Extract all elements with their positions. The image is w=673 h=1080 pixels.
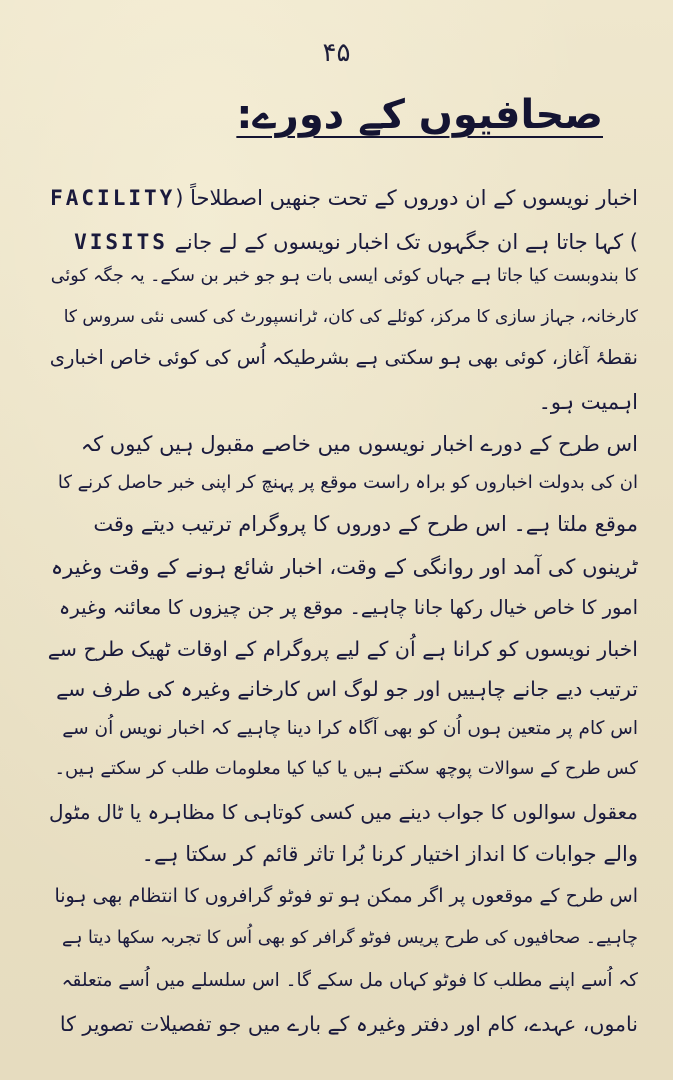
text-line: امور کا خاص خیال رکھا جانا چاہیے۔ موقع پر جن چیزوں کا معائنہ وغیرہ — [58, 596, 638, 619]
text-line: ان کی بدولت اخباروں کو براہ راست موقع پر پہنچ کر اپنی خبر حاصل کرنے کا — [57, 472, 638, 493]
text-line: کارخانہ، جہاز سازی کا مرکز، کوئلے کی کان، ٹرانسپورٹ کی کسی نئی سروس کا — [63, 307, 638, 327]
section-heading: صحافیوں کے دورے: — [236, 92, 603, 138]
text-line: کہ اُسے اپنے مطلب کا فوٹو کہاں مل سکے گا۔ اس سلسلے میں اُسے متعلقہ — [61, 970, 638, 991]
text-line: اس طرح کے موقعوں پر اگر ممکن ہو تو فوٹو گرافروں کا انتظام بھی ہونا — [54, 885, 638, 907]
text-segment: اخبار نویسوں کے ان دوروں کے تحت جنھیں اصطلاحاً ( — [175, 186, 638, 210]
text-line: نقطۂ آغاز، کوئی بھی ہو سکتی ہے بشرطیکہ اُس کی کوئی خاص اخباری — [49, 346, 638, 369]
text-line: کا بندوبست کیا جاتا ہے جہاں کوئی ایسی بات ہو جو خبر بن سکے۔ یہ جگہ کوئی — [50, 266, 638, 286]
text-line: اس طرح کے دورے اخبار نویسوں میں خاصے مقبول ہیں کیوں کہ — [80, 432, 638, 456]
text-line: کس طرح کے سوالات پوچھ سکتے ہیں یا کیا کیا معلومات طلب کر سکتے ہیں۔ — [54, 758, 638, 779]
text-line: چاہیے۔ صحافیوں کی طرح پریس فوٹو گرافر کو بھی اُس کا تجربہ سکھا دیتا ہے — [61, 928, 638, 948]
text-line: ناموں، عہدے، کام اور دفتر وغیرہ کے بارے میں جو تفصیلات تصویر کا — [59, 1012, 638, 1036]
latin-term: FACILITY — [50, 186, 176, 210]
text-line — [48, 186, 638, 211]
text-line: اس کام پر متعین ہوں اُن کو بھی آگاہ کرا دینا چاہیے کہ اخبار نویس اُن سے — [62, 718, 638, 739]
text-segment: ) کہا جاتا ہے ان جگہوں تک اخبار نویسوں کے لے جانے — [174, 230, 638, 254]
text-line: والے جوابات کا انداز اختیار کرنا بُرا تاثر قائم کر سکتا ہے۔ — [141, 842, 638, 866]
text-line: ترتیب دیے جانے چاہییں اور جو لوگ اس کارخانے وغیرہ کی طرف سے — [56, 677, 638, 701]
text-line: معقول سوالوں کا جواب دینے میں کسی کوتاہی کا مظاہرہ یا ٹال مٹول — [49, 800, 638, 824]
text-line: ٹرینوں کی آمد اور روانگی کے وقت، اخبار شائع ہونے کے وقت وغیرہ — [50, 555, 638, 579]
text-line: اہمیت ہو۔ — [538, 390, 638, 414]
page-number: ۴۵ — [322, 38, 351, 68]
text-line: اخبار نویسوں کو کرانا ہے اُن کے لیے پروگرام کے اوقات ٹھیک طرح سے — [47, 637, 638, 661]
text-line — [48, 230, 638, 255]
text-line: موقع ملتا ہے۔ اس طرح کے دوروں کا پروگرام ترتیب دیتے وقت — [93, 512, 638, 536]
latin-term: VISITS — [74, 230, 168, 254]
